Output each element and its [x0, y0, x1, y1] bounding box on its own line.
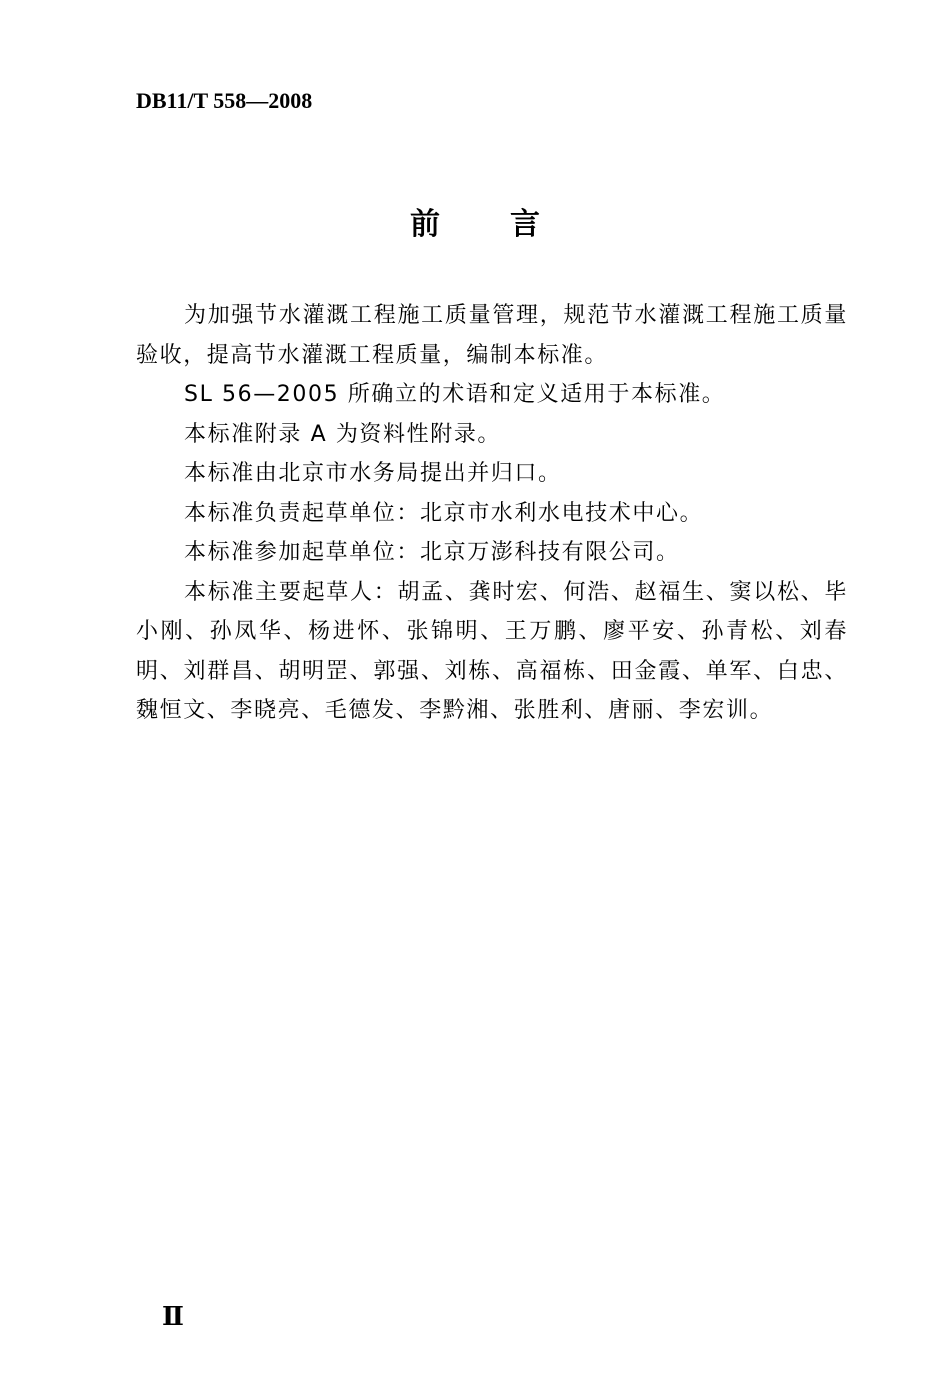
document-code: DB11/T 558—2008: [136, 88, 313, 113]
page-title: [0, 199, 950, 243]
paragraph-purpose: 为加强节水灌溉工程施工质量管理，规范节水灌溉工程施工质量验收，提高节水灌溉工程质量，编制本标准。: [136, 303, 848, 368]
paragraph-appendix: 本标准附录 A 为资料性附录。: [184, 421, 502, 447]
paragraph-responsible-drafter: 本标准负责起草单位：北京市水利水电技术中心。: [184, 500, 704, 526]
paragraph-participating-drafter: 本标准参加起草单位：北京万澎科技有限公司。: [184, 540, 680, 565]
paragraph-proposer: 本标准由北京市水务局提出并归口。: [184, 461, 562, 486]
page-number: Ⅱ: [162, 1302, 184, 1331]
title-char-2: 言: [510, 207, 540, 242]
paragraph-terms: SL 56—2005 所确立的术语和定义适用于本标准。: [184, 382, 726, 407]
title-char-1: 前: [410, 207, 440, 242]
foreword-body: [136, 296, 848, 731]
paragraph-main-drafters: 本标准主要起草人：胡孟、龚时宏、何浩、赵福生、窦以松、毕小刚、孙凤华、杨进怀、张锦明、王万鹏、廖平安、孙青松、刘春明、刘群昌、胡明罡、郭强、刘栋、高福栋、田金霞、单军、白忠、魏恒文、李晓亮、毛德发、李黔湘、张胜利、唐丽、李宏训。: [136, 579, 848, 723]
